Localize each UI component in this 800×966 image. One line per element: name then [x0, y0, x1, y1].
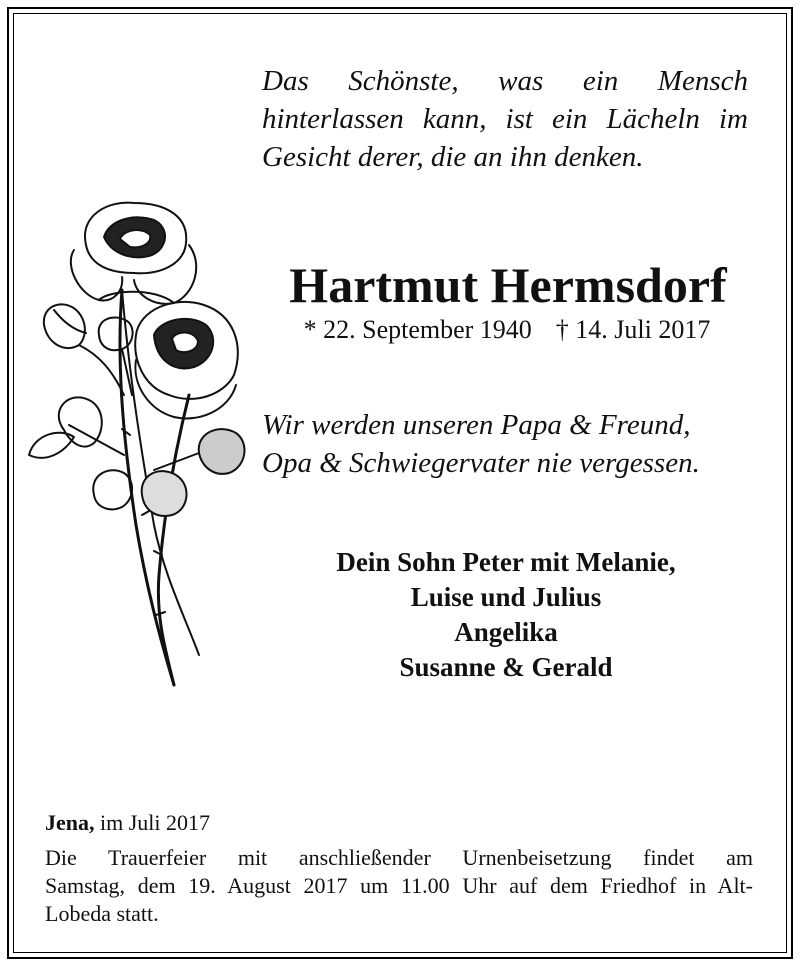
deceased-name: Hartmut Hermsdorf [289, 257, 727, 313]
remembrance-line: Wir werden unseren Papa & Freund, [262, 409, 691, 441]
quote-line: hinterlassen kann, ist ein Lächeln im [262, 103, 748, 135]
family-signatures [262, 545, 750, 685]
death-date: † 14. Juli 2017 [555, 315, 711, 344]
remembrance-text [262, 406, 752, 482]
funeral-notice [45, 844, 753, 928]
family-line: Susanne & Gerald [399, 652, 613, 682]
family-line: Luise und Julius [410, 582, 602, 612]
rose-icon [24, 195, 254, 690]
birth-date: * 22. September 1940 [303, 315, 532, 344]
date: im Juli 2017 [100, 810, 211, 835]
place-date [45, 808, 210, 838]
life-dates [262, 314, 752, 346]
family-line: Angelika [454, 617, 558, 647]
notice-line: Lobeda statt. [45, 901, 159, 926]
notice-line: Samstag, dem 19. August 2017 um 11.00 Uhr auf dem Friedhof in Alt- [45, 873, 753, 898]
quote-line: Gesicht derer, die an ihn denken. [262, 141, 644, 173]
quote [262, 62, 748, 176]
family-line: Dein Sohn Peter mit Melanie, [336, 547, 676, 577]
quote-line: Das Schönste, was ein Mensch [262, 65, 748, 97]
remembrance-line: Opa & Schwiegervater nie vergessen. [262, 447, 700, 479]
place: Jena, [45, 810, 95, 835]
notice-line: Die Trauerfeier mit anschließender Urnenbeisetzung findet am [45, 845, 753, 870]
